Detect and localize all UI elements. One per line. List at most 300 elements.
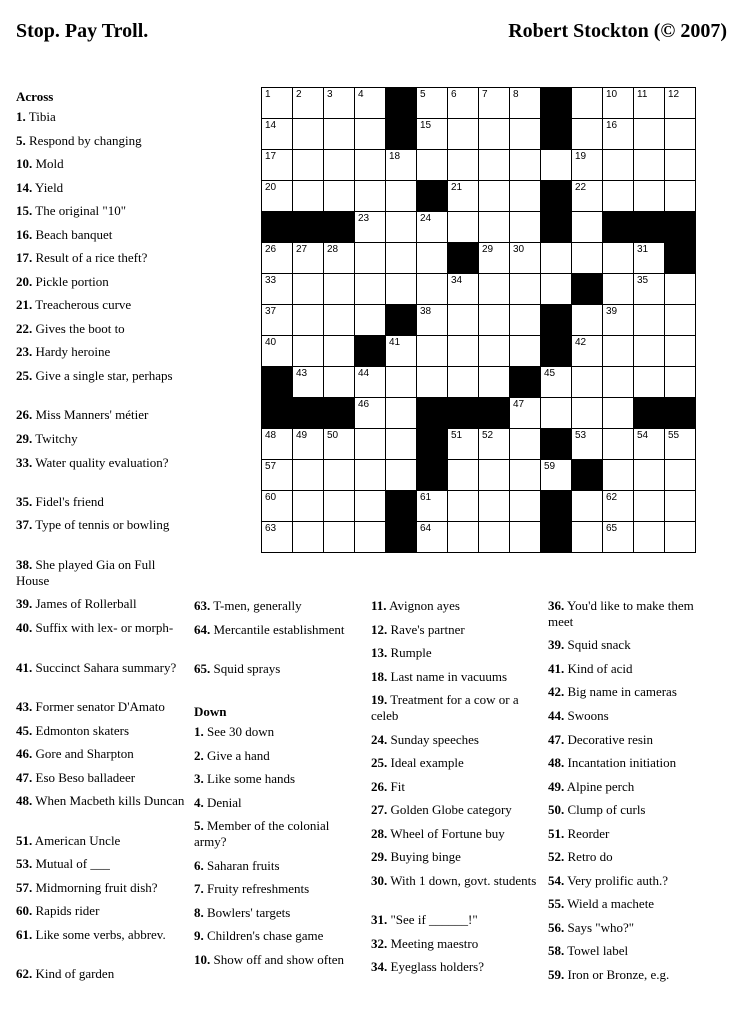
grid-cell[interactable]: [261, 335, 293, 367]
clue-item: [371, 645, 539, 661]
grid-cell[interactable]: [509, 118, 541, 150]
grid-cell[interactable]: [602, 459, 634, 491]
clue-text: Show off and show often: [210, 952, 344, 967]
grid-cell[interactable]: [261, 521, 293, 553]
grid-cell[interactable]: [478, 521, 510, 553]
grid-cell[interactable]: [292, 428, 324, 460]
grid-cell[interactable]: [385, 211, 417, 243]
grid-cell[interactable]: [540, 459, 572, 491]
clue-text: Saharan fruits: [203, 858, 280, 873]
grid-cell[interactable]: [385, 366, 417, 398]
clue-number: 5.: [16, 133, 26, 148]
clue-text: Bowlers' targets: [203, 905, 291, 920]
grid-cell[interactable]: [540, 149, 572, 181]
cell-number: 7: [482, 89, 488, 100]
grid-cell[interactable]: [416, 149, 448, 181]
grid-cell[interactable]: [323, 242, 355, 274]
clue-text: Avignon ayes: [386, 598, 460, 613]
grid-cell[interactable]: [447, 118, 479, 150]
grid-cell[interactable]: [571, 366, 603, 398]
clue-number: 22.: [16, 321, 33, 336]
grid-cell[interactable]: [416, 118, 448, 150]
clue-text: Eyeglass holders?: [387, 959, 485, 974]
clue-text: Yield: [32, 180, 64, 195]
grid-cell[interactable]: [509, 490, 541, 522]
grid-cell[interactable]: [416, 304, 448, 336]
grid-cell[interactable]: [323, 149, 355, 181]
grid-block: [261, 397, 293, 429]
grid-block: [323, 211, 355, 243]
grid-cell[interactable]: [354, 521, 386, 553]
grid-cell[interactable]: [509, 304, 541, 336]
grid-cell[interactable]: [571, 335, 603, 367]
grid-cell[interactable]: [633, 180, 665, 212]
grid-cell[interactable]: [664, 87, 696, 119]
grid-cell[interactable]: [323, 335, 355, 367]
grid-cell[interactable]: [602, 87, 634, 119]
clue-text: Former senator D'Amato: [32, 699, 165, 714]
grid-cell[interactable]: [261, 149, 293, 181]
clue-number: 8.: [194, 905, 204, 920]
grid-cell[interactable]: [354, 118, 386, 150]
grid-block: [416, 428, 448, 460]
grid-cell[interactable]: [416, 242, 448, 274]
cell-number: 64: [420, 523, 432, 534]
cell-number: 5: [420, 89, 426, 100]
grid-cell[interactable]: [292, 490, 324, 522]
clue-number: 60.: [16, 903, 33, 918]
cell-number: 2: [296, 89, 302, 100]
clue-text: Buying binge: [387, 849, 461, 864]
grid-cell[interactable]: [602, 397, 634, 429]
clue-number: 51.: [548, 826, 565, 841]
clue-number: 47.: [548, 732, 565, 747]
grid-cell[interactable]: [447, 366, 479, 398]
grid-block: [261, 211, 293, 243]
clue-text: Result of a rice theft?: [32, 250, 148, 265]
grid-cell[interactable]: [261, 273, 293, 305]
grid-cell[interactable]: [633, 366, 665, 398]
grid-cell[interactable]: [571, 521, 603, 553]
clue-number: 56.: [548, 920, 565, 935]
grid-cell[interactable]: [447, 180, 479, 212]
grid-cell[interactable]: [509, 242, 541, 274]
grid-cell[interactable]: [478, 335, 510, 367]
clue-text: Eso Beso balladeer: [32, 770, 136, 785]
grid-cell[interactable]: [571, 242, 603, 274]
grid-cell[interactable]: [633, 490, 665, 522]
grid-cell[interactable]: [416, 335, 448, 367]
clue-text: Mutual of ___: [32, 856, 110, 871]
cell-number: 27: [296, 244, 308, 255]
clue-text: Iron or Bronze, e.g.: [564, 967, 670, 982]
clue-text: Fit: [387, 779, 405, 794]
grid-cell[interactable]: [447, 211, 479, 243]
clue-text: American Uncle: [32, 833, 121, 848]
grid-block: [540, 428, 572, 460]
grid-cell[interactable]: [571, 428, 603, 460]
grid-cell[interactable]: [602, 273, 634, 305]
cell-number: 15: [420, 120, 432, 131]
grid-cell[interactable]: [664, 180, 696, 212]
grid-cell[interactable]: [478, 273, 510, 305]
grid-cell[interactable]: [571, 397, 603, 429]
grid-cell[interactable]: [447, 335, 479, 367]
clue-item: [548, 896, 718, 912]
clue-number: 10.: [194, 952, 211, 967]
grid-cell[interactable]: [292, 87, 324, 119]
clue-item: [16, 966, 186, 982]
clue-text: Pickle portion: [32, 274, 109, 289]
grid-cell[interactable]: [571, 87, 603, 119]
grid-cell[interactable]: [540, 397, 572, 429]
grid-cell[interactable]: [602, 521, 634, 553]
grid-cell[interactable]: [447, 459, 479, 491]
clue-number: 25.: [371, 755, 388, 770]
grid-cell[interactable]: [509, 397, 541, 429]
grid-cell[interactable]: [602, 366, 634, 398]
grid-cell[interactable]: [447, 87, 479, 119]
grid-cell[interactable]: [509, 521, 541, 553]
grid-cell[interactable]: [509, 459, 541, 491]
grid-cell[interactable]: [509, 273, 541, 305]
clue-item: [194, 928, 354, 944]
grid-cell[interactable]: [323, 118, 355, 150]
grid-cell[interactable]: [354, 180, 386, 212]
grid-cell[interactable]: [602, 304, 634, 336]
grid-cell[interactable]: [478, 428, 510, 460]
grid-cell[interactable]: [385, 335, 417, 367]
grid-cell[interactable]: [323, 180, 355, 212]
grid-cell[interactable]: [602, 428, 634, 460]
grid-cell[interactable]: [664, 490, 696, 522]
grid-cell[interactable]: [509, 180, 541, 212]
cell-number: 62: [606, 492, 618, 503]
grid-block: [540, 335, 572, 367]
grid-cell[interactable]: [261, 180, 293, 212]
clue-number: 17.: [16, 250, 33, 265]
grid-cell[interactable]: [633, 149, 665, 181]
clue-number: 13.: [371, 645, 388, 660]
clue-number: 35.: [16, 494, 33, 509]
grid-cell[interactable]: [323, 366, 355, 398]
clue-number: 4.: [194, 795, 204, 810]
grid-cell[interactable]: [633, 273, 665, 305]
cell-number: 61: [420, 492, 432, 503]
grid-cell[interactable]: [664, 459, 696, 491]
grid-cell[interactable]: [354, 366, 386, 398]
cell-number: 28: [327, 244, 339, 255]
clue-item: [16, 455, 186, 471]
clue-item: [548, 826, 718, 842]
grid-cell[interactable]: [602, 490, 634, 522]
clue-item: [16, 793, 186, 809]
grid-cell[interactable]: [478, 459, 510, 491]
grid-cell[interactable]: [478, 242, 510, 274]
grid-cell[interactable]: [385, 428, 417, 460]
grid-block: [292, 211, 324, 243]
grid-cell[interactable]: [447, 521, 479, 553]
clue-number: 41.: [548, 661, 565, 676]
grid-cell[interactable]: [447, 490, 479, 522]
grid-cell[interactable]: [292, 521, 324, 553]
grid-block: [385, 490, 417, 522]
grid-cell[interactable]: [292, 366, 324, 398]
grid-cell[interactable]: [478, 490, 510, 522]
cell-number: 44: [358, 368, 370, 379]
grid-cell[interactable]: [664, 335, 696, 367]
clue-text: Type of tennis or bowling: [32, 517, 170, 532]
clue-text: Says "who?": [564, 920, 635, 935]
grid-cell[interactable]: [447, 428, 479, 460]
clue-item: [16, 109, 186, 125]
grid-cell[interactable]: [292, 180, 324, 212]
cell-number: 54: [637, 430, 649, 441]
grid-cell[interactable]: [416, 521, 448, 553]
clue-text: Sunday speeches: [387, 732, 479, 747]
grid-cell[interactable]: [354, 149, 386, 181]
cell-number: 17: [265, 151, 277, 162]
grid-cell[interactable]: [571, 149, 603, 181]
grid-cell[interactable]: [509, 149, 541, 181]
grid-cell[interactable]: [633, 335, 665, 367]
grid-cell[interactable]: [509, 87, 541, 119]
grid-cell[interactable]: [633, 242, 665, 274]
cell-number: 23: [358, 213, 370, 224]
clue-text: Like some hands: [203, 771, 296, 786]
clue-text: Squid sprays: [210, 661, 281, 676]
clue-number: 26.: [371, 779, 388, 794]
clue-item: [16, 227, 186, 243]
clue-number: 1.: [16, 109, 26, 124]
grid-cell[interactable]: [292, 149, 324, 181]
grid-cell[interactable]: [633, 428, 665, 460]
grid-cell[interactable]: [261, 304, 293, 336]
clue-text: Denial: [203, 795, 242, 810]
grid-cell[interactable]: [509, 428, 541, 460]
grid-cell[interactable]: [416, 273, 448, 305]
clue-item: [371, 732, 539, 748]
clue-number: 28.: [371, 826, 388, 841]
cell-number: 30: [513, 244, 525, 255]
clue-item: [16, 927, 186, 943]
clue-text: Rapids rider: [32, 903, 100, 918]
clue-number: 53.: [16, 856, 33, 871]
grid-cell[interactable]: [602, 242, 634, 274]
clue-text: James of Rollerball: [32, 596, 137, 611]
clue-number: 32.: [371, 936, 388, 951]
grid-cell[interactable]: [323, 490, 355, 522]
cell-number: 52: [482, 430, 494, 441]
grid-cell[interactable]: [571, 211, 603, 243]
clue-number: 51.: [16, 833, 33, 848]
clue-item: [371, 826, 539, 842]
grid-cell[interactable]: [416, 366, 448, 398]
clue-item: [16, 557, 186, 589]
clue-number: 11.: [371, 598, 387, 613]
grid-cell[interactable]: [292, 459, 324, 491]
grid-cell[interactable]: [664, 149, 696, 181]
grid-cell[interactable]: [571, 180, 603, 212]
grid-cell[interactable]: [354, 490, 386, 522]
grid-cell[interactable]: [633, 118, 665, 150]
grid-cell[interactable]: [385, 273, 417, 305]
clue-text: Reorder: [564, 826, 610, 841]
grid-block: [664, 211, 696, 243]
grid-cell[interactable]: [416, 211, 448, 243]
grid-cell[interactable]: [664, 366, 696, 398]
cell-number: 10: [606, 89, 618, 100]
clue-item: [548, 637, 718, 653]
cell-number: 50: [327, 430, 339, 441]
grid-cell[interactable]: [633, 87, 665, 119]
grid-cell[interactable]: [664, 273, 696, 305]
cell-number: 42: [575, 337, 587, 348]
cell-number: 46: [358, 399, 370, 410]
clue-number: 33.: [16, 455, 33, 470]
grid-cell[interactable]: [323, 521, 355, 553]
grid-cell[interactable]: [447, 304, 479, 336]
grid-cell[interactable]: [509, 335, 541, 367]
clue-text: Gives the boot to: [32, 321, 125, 336]
grid-cell[interactable]: [354, 242, 386, 274]
grid-cell[interactable]: [540, 366, 572, 398]
grid-cell[interactable]: [261, 118, 293, 150]
grid-cell[interactable]: [664, 521, 696, 553]
clue-text: Incantation initiation: [564, 755, 677, 770]
cell-number: 1: [265, 89, 271, 100]
grid-cell[interactable]: [354, 273, 386, 305]
clue-text: Water quality evaluation?: [32, 455, 169, 470]
cell-number: 4: [358, 89, 364, 100]
clue-number: 37.: [16, 517, 33, 532]
grid-cell[interactable]: [354, 211, 386, 243]
clue-text: Children's chase game: [203, 928, 324, 943]
clue-number: 23.: [16, 344, 33, 359]
grid-block: [664, 397, 696, 429]
grid-cell[interactable]: [540, 273, 572, 305]
grid-cell[interactable]: [385, 459, 417, 491]
grid-cell[interactable]: [509, 211, 541, 243]
grid-cell[interactable]: [385, 149, 417, 181]
cell-number: 6: [451, 89, 457, 100]
grid-cell[interactable]: [664, 304, 696, 336]
grid-cell[interactable]: [354, 87, 386, 119]
clue-item: [371, 912, 539, 928]
clue-number: 41.: [16, 660, 33, 675]
clue-item: [16, 620, 186, 636]
grid-cell[interactable]: [478, 211, 510, 243]
grid-cell[interactable]: [385, 180, 417, 212]
grid-cell[interactable]: [354, 428, 386, 460]
grid-cell[interactable]: [323, 273, 355, 305]
grid-cell[interactable]: [633, 521, 665, 553]
clue-item: [548, 755, 718, 771]
clue-item: [16, 431, 186, 447]
clue-text: With 1 down, govt. students: [387, 873, 537, 888]
grid-cell[interactable]: [633, 304, 665, 336]
grid-cell[interactable]: [292, 304, 324, 336]
clue-text: Kind of acid: [564, 661, 633, 676]
grid-cell[interactable]: [292, 335, 324, 367]
grid-cell[interactable]: [292, 118, 324, 150]
cell-number: 16: [606, 120, 618, 131]
grid-cell[interactable]: [261, 490, 293, 522]
grid-cell[interactable]: [602, 149, 634, 181]
clue-item: [16, 156, 186, 172]
grid-cell[interactable]: [571, 304, 603, 336]
clue-text: Gore and Sharpton: [32, 746, 134, 761]
grid-cell[interactable]: [323, 304, 355, 336]
grid-cell[interactable]: [447, 273, 479, 305]
grid-cell[interactable]: [602, 335, 634, 367]
grid-cell[interactable]: [478, 118, 510, 150]
clue-item: [548, 732, 718, 748]
grid-cell[interactable]: [540, 242, 572, 274]
clue-text: She played Gia on Full House: [16, 557, 156, 588]
grid-cell[interactable]: [261, 459, 293, 491]
grid-cell[interactable]: [478, 366, 510, 398]
grid-cell[interactable]: [416, 490, 448, 522]
grid-cell[interactable]: [571, 118, 603, 150]
clue-item: [371, 669, 539, 685]
grid-cell[interactable]: [571, 490, 603, 522]
grid-cell[interactable]: [416, 87, 448, 119]
grid-cell[interactable]: [354, 397, 386, 429]
grid-cell[interactable]: [478, 87, 510, 119]
grid-cell[interactable]: [447, 149, 479, 181]
cell-number: 60: [265, 492, 277, 503]
grid-cell[interactable]: [385, 242, 417, 274]
grid-cell[interactable]: [261, 428, 293, 460]
grid-cell[interactable]: [385, 397, 417, 429]
grid-cell[interactable]: [478, 149, 510, 181]
crossword-grid[interactable]: [261, 87, 726, 552]
grid-cell[interactable]: [354, 459, 386, 491]
grid-block: [292, 397, 324, 429]
grid-cell[interactable]: [323, 87, 355, 119]
clue-text: Mercantile establishment: [210, 622, 345, 637]
clue-number: 52.: [548, 849, 565, 864]
clue-number: 10.: [16, 156, 33, 171]
clue-number: 48.: [548, 755, 565, 770]
grid-cell[interactable]: [261, 87, 293, 119]
clue-number: 20.: [16, 274, 33, 289]
grid-cell[interactable]: [664, 428, 696, 460]
clue-text: Alpine perch: [564, 779, 635, 794]
clue-number: 38.: [16, 557, 33, 572]
grid-cell[interactable]: [323, 459, 355, 491]
grid-cell[interactable]: [354, 304, 386, 336]
clue-text: Very prolific auth.?: [564, 873, 668, 888]
grid-cell[interactable]: [602, 180, 634, 212]
clue-number: 19.: [371, 692, 388, 707]
grid-cell[interactable]: [261, 242, 293, 274]
clue-item: [16, 660, 186, 676]
cell-number: 51: [451, 430, 463, 441]
grid-cell[interactable]: [633, 459, 665, 491]
grid-cell[interactable]: [323, 428, 355, 460]
clue-number: 58.: [548, 943, 565, 958]
grid-cell[interactable]: [292, 273, 324, 305]
grid-cell[interactable]: [478, 180, 510, 212]
clue-number: 48.: [16, 793, 33, 808]
grid-cell[interactable]: [292, 242, 324, 274]
grid-cell[interactable]: [664, 118, 696, 150]
grid-cell[interactable]: [478, 304, 510, 336]
clue-number: 49.: [548, 779, 565, 794]
grid-cell[interactable]: [602, 118, 634, 150]
